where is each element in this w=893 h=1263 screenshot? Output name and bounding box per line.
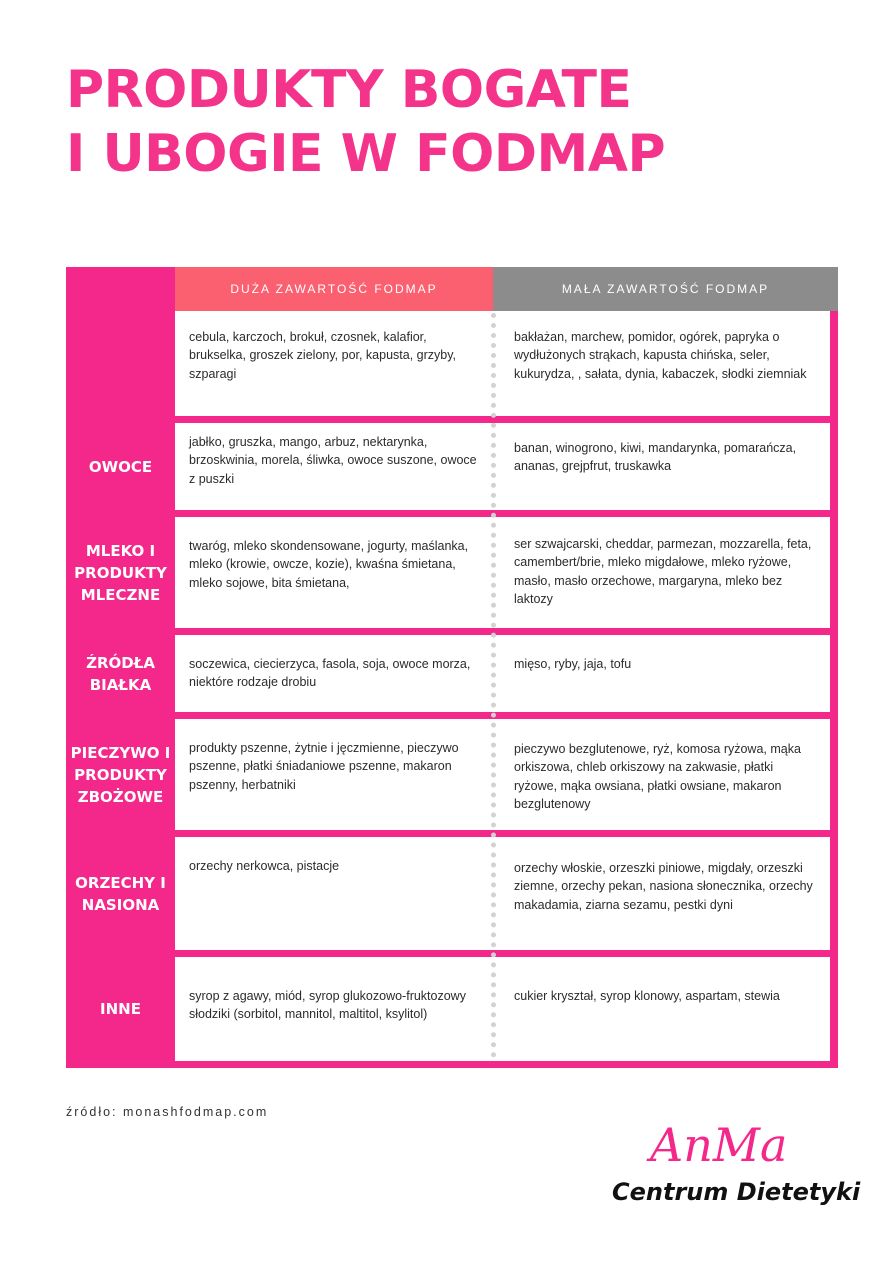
brand-logo <box>600 1115 861 1225</box>
table-row <box>66 957 838 1061</box>
high-fodmap-cell: jabłko, gruszka, mango, arbuz, nektarynka, brzoskwinia, morela, śliwka, owoce suszone, owoce z puszki <box>175 423 496 510</box>
low-fodmap-cell: banan, winogrono, kiwi, mandarynka, pomarańcza, ananas, grejpfrut, truskawka <box>496 423 830 510</box>
high-fodmap-cell: cebula, karczoch, brokuł, czosnek, kalafior, brukselka, groszek zielony, por, kapusta, grzyby, szparagi <box>175 311 496 416</box>
table-row <box>66 517 838 628</box>
fodmap-table <box>66 267 838 1068</box>
logo-subtitle: Centrum Dietetyki <box>612 1178 861 1206</box>
category-label: INNE <box>100 1000 141 1018</box>
header-low-fodmap: MAŁA ZAWARTOŚĆ FODMAP <box>493 267 838 311</box>
page-title <box>66 58 665 186</box>
header-high-fodmap: DUŻA ZAWARTOŚĆ FODMAP <box>175 267 493 311</box>
category-label: ŹRÓDŁA BIAŁKA <box>86 653 155 694</box>
table-row <box>66 635 838 712</box>
category-label <box>66 311 175 416</box>
high-fodmap-cell: twaróg, mleko skondensowane, jogurty, maślanka, mleko (krowie, owcze, kozie), kwaśna śmietana, mleko sojowe, bita śmietana, <box>175 517 496 628</box>
table-row <box>66 719 838 830</box>
column-divider <box>491 313 496 1058</box>
low-fodmap-cell: cukier kryształ, syrop klonowy, aspartam, stewia <box>496 957 830 1061</box>
low-fodmap-cell: orzechy włoskie, orzeszki piniowe, migdały, orzeszki ziemne, orzechy pekan, nasiona słonecznika, orzechy makadamia, ziarna sezamu, pestki dyni <box>496 837 830 950</box>
high-fodmap-cell: produkty pszenne, żytnie i jęczmienne, pieczywo pszenne, płatki śniadaniowe pszenne, makaron pszenny, herbatniki <box>175 719 496 830</box>
category-label: OWOCE <box>88 457 153 476</box>
table-row <box>66 423 838 510</box>
category-label: MLEKO I PRODUKTY MLECZNE <box>74 541 167 604</box>
category-label: ORZECHY I NASIONA <box>75 873 166 914</box>
low-fodmap-cell: pieczywo bezglutenowe, ryż, komosa ryżowa, mąka orkiszowa, chleb orkiszowy na zakwasie, płatki ryżowe, mąka owsiana, płatki owsiane, makaron bezglutenowy <box>496 719 830 830</box>
low-fodmap-cell: ser szwajcarski, cheddar, parmezan, mozzarella, feta, camembert/brie, mleko migdałowe, mleko ryżowe, masło, masło orzechowe, margaryna, mleko bez laktozy <box>496 517 830 628</box>
category-label: PIECZYWO I PRODUKTY ZBOŻOWE <box>70 743 171 806</box>
page-title-line-1: PRODUKTY BOGATE <box>66 60 632 120</box>
logo-brand-text: AnMa <box>650 1118 788 1172</box>
high-fodmap-cell: orzechy nerkowca, pistacje <box>175 837 496 950</box>
table-row <box>66 311 838 416</box>
page-title-line-2: I UBOGIE W FODMAP <box>66 124 666 184</box>
table-row <box>66 837 838 950</box>
high-fodmap-cell: syrop z agawy, miód, syrop glukozowo-fruktozowy słodziki (sorbitol, mannitol, maltitol, ksylitol) <box>175 957 496 1061</box>
low-fodmap-cell: mięso, ryby, jaja, tofu <box>496 635 830 712</box>
low-fodmap-cell: bakłażan, marchew, pomidor, ogórek, papryka o wydłużonych strąkach, kapusta chińska, seler, kukurydza, , sałata, dynia, kabaczek, słodki ziemniak <box>496 311 830 416</box>
source-note: źródło: monashfodmap.com <box>66 1105 269 1119</box>
high-fodmap-cell: soczewica, ciecierzyca, fasola, soja, owoce morza, niektóre rodzaje drobiu <box>175 635 496 712</box>
